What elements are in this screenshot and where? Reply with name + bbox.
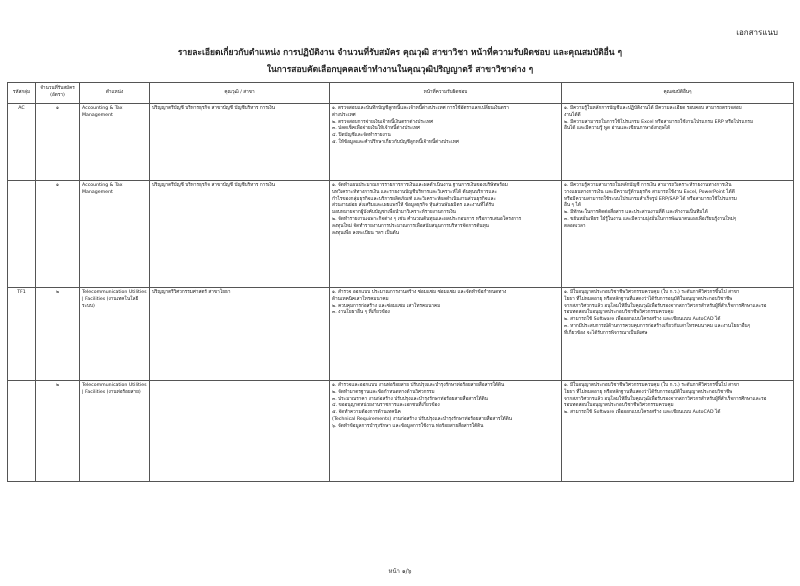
row-position: Accounting & Tax Management [80,104,150,181]
duty-line: ๑. สำรวจ ออกแบบ ประมาณการงานสร้าง ซ่อมแซม ซ่อมแซม และจัดทำข้อกำหนดทาง [332,290,507,295]
page-number: หน้า ๑/๖ [388,568,412,575]
duty-line: ๔. ปิดบัญชีและจัดทำรายงาน [332,133,391,139]
row-other [562,288,794,381]
header-qualification: คุณวุฒิ / สาขา [150,83,330,104]
other-line: ๑. มีใบอนุญาตประกอบวิชาชีพวิศวกรรมควบคุม (ใบ ก.ว.) ระดับภาคีวิศวกรขึ้นไป สาขา [564,290,740,295]
header-position: ตำแหน่ง [80,83,150,104]
other-line: โยธา ที่ไม่หมดอายุ หรือหลักฐานที่แสดงว่าได้รับการอนุมัติใบอนุญาตประกอบวิชาชีพ [564,389,733,395]
duty-line: ลงทุนเพื่อ ลงทะเบียน ฯลฯ เป็นต้น [332,230,399,236]
table-row [8,288,794,381]
row-code [8,381,36,482]
other-line: อื่นได้ และมีความรู้ พูด อ่านและเขียนภาษาอังกฤษได้ [564,126,671,132]
duty-line: ๒. ตรวจสอบการจ่ายเงินเจ้าหนี้เงินตราต่างประเทศ [332,119,434,125]
duty-line: ๑. สำรวจและออกแบบ งานท่อร้อยสาย ปรับปรุงและบำรุงรักษาท่อร้อยสายสื่อสารใต้ดิน [332,383,505,388]
table-header-row [8,83,794,104]
other-line: รอบทดสอบใบอนุญาตประกอบวิชาชีพวิศวกรรมควบคุม [564,310,674,316]
row-count: ๒ [36,288,80,381]
duty-line: ๓. งานโยธาอื่น ๆ ที่เกี่ยวข้อง [332,310,390,316]
other-line: ตลอดเวลา [564,223,586,229]
row-duties [330,104,562,181]
row-code: AC [8,104,36,181]
duty-line: ต่างประเทศ [332,112,356,118]
other-line: จากสภาวิศวกรแล้ว อนุโลมให้ยื่นใบคุณวุฒิเพื่อรับรองจากสภาวิศวกรสำหรับผู้ที่สำเร็จการศึกษาและรอ [564,303,767,309]
row-count: ๑ [36,104,80,181]
duty-line: ๓. ประมาณราคา งานก่อสร้าง ปรับปรุงและบำรุงรักษาท่อร้อยสายสื่อสารใต้ดิน [332,396,488,402]
other-line: ๓. หากมีประสบการณ์ด้านการควบคุมการก่อสร้างเกี่ยวกับเสาโทรคมนาคม และงานโยธาอื่นๆ [564,324,751,330]
duty-line: ๒. ควบคุมการก่อสร้าง และซ่อมแซม เสาโทรคมนาคม [332,303,441,309]
header-code: รหัสกลุ่ม [8,83,36,104]
duty-line: ๓. ปลดเช็คเพื่อจ่ายเงินให้เจ้าหนี้ต่างประเทศ [332,126,421,132]
row-count: ๑ [36,181,80,288]
row-duties [330,181,562,288]
header-other: คุณสมบัติอื่นๆ [562,83,794,104]
duty-line: ๑. ตรวจสอบและบันทึกบัญชีลูกหนี้และเจ้าหนี้ต่างประเทศ การใช้อัตราแลกเปลี่ยนเงินตรา [332,106,509,111]
row-position: Telecommunication Utilities | Facilities (งานเทคโนโลยีระบบ) [80,288,150,381]
duty-line: ด้านเทคนิคเสาโทรคมนาคม [332,296,389,302]
row-qualification [150,381,330,482]
row-duties [330,288,562,381]
row-qualification: ปริญญาตรีบัญชี บริหารธุรกิจ สาขาบัญชี บัญชีบริหาร การเงิน [150,104,330,181]
other-line: ๒. มีทักษะในการติดต่อสื่อสาร และประสานงานที่ดี และทำงานเป็นทีมได้ [564,210,708,216]
other-line: จากสภาวิศวกรแล้ว อนุโลมให้ยื่นใบคุณวุฒิเพื่อรับรองจากสภาวิศวกรสำหรับผู้ที่สำเร็จการศึกษาและรอ [564,396,767,402]
row-position: Telecommunication Utilities | Facilities (งานท่อร้อยสาย) [80,381,150,482]
document-subtitle: ในการสอบคัดเลือกบุคคลเข้าทำงานในคุณวุฒิปริญญาตรี สาขาวิชาต่าง ๆ [266,65,534,75]
position-table [7,82,794,482]
duty-line: ส่วนงานย่อย ส่งเสริมและเผยแพร่ให้ ข้อมูลธุรกิจ หุ้นส่วนพันธมิตร และงานที่ได้รับ [332,203,495,209]
duty-line: ๒. จัดทำมาตรฐานและข้อกำหนดทางด้านวิศวกรรม [332,389,435,395]
duty-line: ๑. จัดทำแผนประมาณการรายการการเงินและผลดำเนินงาน ฐานการเงินของบริษัทพร้อม [332,183,508,188]
other-line: หรือมีความสามารถใช้ระบบโปรแกรมสำเร็จรูป ERP/SAP ได้ หรือสามารถใช้โปรแกรม [564,196,737,202]
row-code [8,181,36,288]
duty-line: ๕. จัดทำความต้องการด้านเทคนิค [332,410,401,416]
other-line: ๒. มีความสามารถในการใช้โปรแกรม Excel หรือสามารถใช้งานโปรแกรม ERP หรือโปรแกรม [564,119,754,125]
row-count: ๒ [36,381,80,482]
row-other [562,381,794,482]
other-line: ๑. มีความรู้ความสามารถในหลักบัญชี การเงิน สามารถวิเคราะห์รายงานทางการเงิน [564,183,732,188]
header-count: จำนวนที่รับสมัคร (อัตรา) [36,83,80,104]
other-line: ๑. มีใบอนุญาตประกอบวิชาชีพวิศวกรรมควบคุม (ใบ ก.ว.) ระดับภาคีวิศวกรขึ้นไป สาขา [564,383,740,388]
row-duties [330,381,562,482]
table-row [8,104,794,181]
document-title: รายละเอียดเกี่ยวกับตำแหน่ง การปฏิบัติงาน จำนวนที่รับสมัคร คุณวุฒิ สาขาวิชา หน้าที่ความรับผิดชอบ และคุณสมบัติอื่น ๆ [177,48,623,58]
other-line: อื่น ๆ ได้ [564,203,581,209]
duty-line: มอบหมายจากผู้บังคับบัญชาเพื่อนำมาวิเคราะห์รายงานการเงิน [332,210,456,216]
row-other [562,104,794,181]
row-qualification: ปริญญาตรีวิศวกรรมศาสตร์ สาขาโยธา [150,288,330,381]
row-code: TF1 [8,288,36,381]
other-line: ที่เกี่ยวข้อง จะได้รับการพิจารณาเป็นพิเศษ [564,330,648,336]
other-line: ๑. มีความรู้ในหลักการบัญชีและปฏิบัติงานได้ มีความละเอียด รอบคอบ สามารถตรวจสอบ [564,106,742,111]
document-tag: เอกสารแนบ [736,28,778,37]
duty-line: บทวิเคราะห์ทางการเงิน และรายงานบัญชีบริหารและวิเคราะห์ได้ ต้นทุนบริการและ [332,189,497,195]
other-line: โยธา ที่ไม่หมดอายุ หรือหลักฐานที่แสดงว่าได้รับการอนุมัติใบอนุญาตประกอบวิชาชีพ [564,296,733,302]
table-row [8,381,794,482]
other-line: ๒. สามารถใช้ Software เพื่อออกแบบโครงสร้าง และเขียนแบบ AutoCAD ได้ [564,410,721,416]
duty-line: กำไรของกลุ่มธุรกิจและบริการผลิตภัณฑ์ และวิเคราะห์ผลดำเนินงานส่วนธุรกิจและ [332,196,496,202]
header-duties: หน้าที่ความรับผิดชอบ [330,83,562,104]
duty-line: ๒. จัดทำรายงานเฉพาะกิจต่าง ๆ เช่น คำนวณต้นทุนและผลประกอบการ หรือการเสนอโครงการ [332,217,522,223]
other-line: ๒. สามารถใช้ Software เพื่อออกแบบโครงสร้าง และเขียนแบบ AutoCAD ได้ [564,317,721,323]
row-position: Accounting & Tax Management [80,181,150,288]
row-other [562,181,794,288]
other-line: งานได้ดี [564,112,581,118]
other-line: ๓. ขยันหมั่นเพียร ใฝ่รู้ในงาน และมีความมุ่งมั่นในการพัฒนาตนเองเพื่อเรียนรู้งานใหม่ๆ [564,217,737,223]
duty-line: ๕. ให้ข้อมูลและคำปรึกษาเกี่ยวกับบัญชีลูกหนี้เจ้าหนี้ต่างประเทศ [332,140,459,146]
duty-line: ๔. ขออนุญาตหน่วยงานราชการและเอกชนที่เกี่ยวข้อง [332,403,440,409]
row-qualification: ปริญญาตรีบัญชี บริหารธุรกิจ สาขาบัญชี บัญชีบริหาร การเงิน [150,181,330,288]
duty-line: (Technical Requirements) งานก่อสร้าง ปรับปรุงและบำรุงรักษาท่อร้อยสายสื่อสารใต้ดิน [332,417,512,423]
other-line: วางแผนทางการเงิน และมีความรู้ด้านธุรกิจ สามารถใช้งาน Excel, PowerPoint ได้ดี [564,189,735,195]
other-line: รอบทดสอบใบอนุญาตประกอบวิชาชีพวิศวกรรมควบคุม [564,403,674,409]
duty-line: ลงทุนใหม่ จัดทำรายงานการประมาณการเพื่อสนับสนุนการบริหารจัดการต้นทุน [332,223,489,229]
duty-line: ๖. จัดทำข้อมูลการบำรุงรักษา และข้อมูลการใช้งาน ท่อร้อยสายสื่อสารใต้ดิน [332,423,484,429]
table-row [8,181,794,288]
